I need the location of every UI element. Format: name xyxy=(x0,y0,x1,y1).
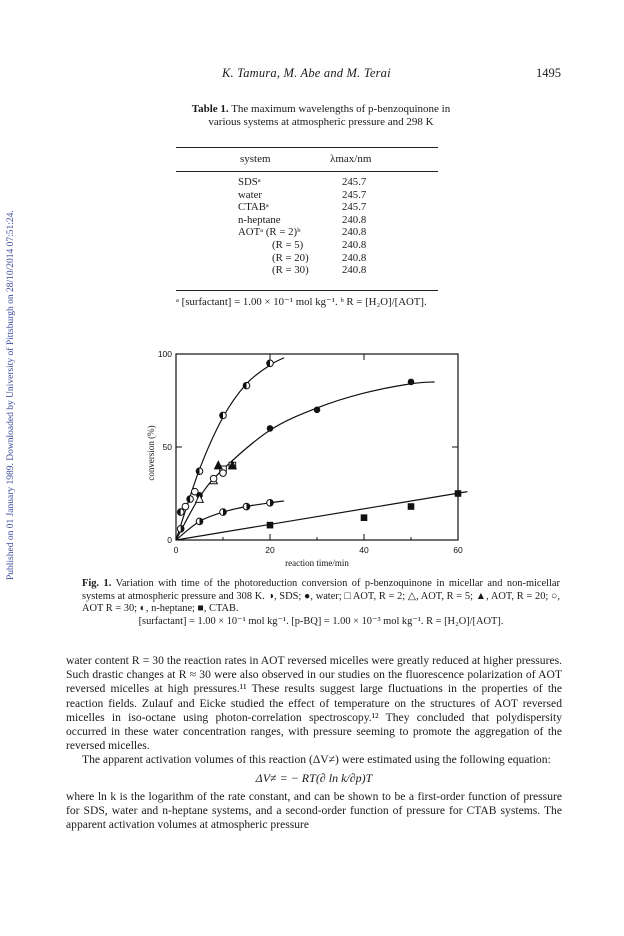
table-cell-lambda: 240.8 xyxy=(342,239,367,251)
x-axis-label: reaction time/min xyxy=(285,558,349,568)
table-cell-system: (R = 30) xyxy=(272,264,309,277)
data-point-aot-r30 xyxy=(220,470,227,477)
series-curve xyxy=(176,501,284,540)
body-paragraph-2: The apparent activation volumes of this reaction (ΔV≠) were estimated using the following equation: xyxy=(82,753,551,767)
table-cell-lambda: 245.7 xyxy=(342,201,367,214)
table-row xyxy=(238,252,388,264)
activation-volume-equation: ΔV≠ = − RT(∂ ln k/∂p)T xyxy=(255,770,373,785)
y-tick-label: 0 xyxy=(167,535,172,545)
y-axis-label: conversion (%) xyxy=(146,425,156,481)
table-header-system: system xyxy=(240,153,271,165)
data-point-aot-r30 xyxy=(182,503,189,510)
data-point-ctab xyxy=(408,503,415,510)
data-point-water xyxy=(314,407,321,414)
table-cell-system: water xyxy=(238,188,262,201)
table-cell-lambda: 240.8 xyxy=(342,251,367,264)
table-row xyxy=(238,176,388,188)
table-header-rule xyxy=(176,171,438,172)
data-point-water xyxy=(267,425,274,432)
table-top-rule xyxy=(176,147,438,148)
figure-caption-text: Variation with time of the photoreduction conversion of p-benzoquinone in micellar and non-micellar systems at atmospheric pressure and 308 K. ◑, SDS; ●, water; □ AOT, R = 2; △, AOT, R = 5; ▲, AOT, R = 20; ○, AOT R = 30; ◐, n-heptane; ■, CTAB. xyxy=(82,578,560,614)
table-cell-lambda: 245.7 xyxy=(342,176,367,188)
table-row xyxy=(238,264,388,276)
table-footnote: ᵃ [surfactant] = 1.00 × 10⁻¹ mol kg⁻¹. ᵇ R = [H₂O]/[AOT]. xyxy=(176,296,427,308)
table-cell-system: AOTᵃ (R = 2)ᵇ xyxy=(238,226,301,239)
table-header-lambda: λmax/nm xyxy=(330,153,372,165)
figure-caption xyxy=(82,578,560,628)
data-point-aot-r30 xyxy=(210,475,217,482)
body-text xyxy=(66,654,562,832)
table-caption xyxy=(190,103,452,129)
data-point-ctab xyxy=(267,522,274,529)
figure-label: Fig. 1. xyxy=(82,578,112,589)
data-point-aot-r30 xyxy=(192,488,199,495)
series-curve xyxy=(176,382,435,540)
table-cell-lambda: 245.7 xyxy=(342,188,367,201)
table-row xyxy=(238,201,388,213)
table-cell-system: (R = 20) xyxy=(272,251,309,264)
table-bottom-rule xyxy=(176,290,438,291)
table-row xyxy=(238,239,388,251)
table-label: Table 1. xyxy=(191,103,229,115)
page-number: 1495 xyxy=(536,66,561,80)
table-row xyxy=(238,214,388,226)
table-cell-lambda: 240.8 xyxy=(342,213,367,226)
data-point-ctab xyxy=(361,514,368,521)
table-cell-lambda: 240.8 xyxy=(342,226,367,239)
table-cell-system: SDSᵃ xyxy=(238,176,261,188)
table-row xyxy=(238,189,388,201)
body-paragraph-3: where ln k is the logarithm of the rate constant, and can be shown to be a first-order function of pressure for SDS, water and n-heptane systems, and a second-order function of pressure for CTAB systems. The apparent activation volumes at atmospheric pressure xyxy=(66,789,562,832)
data-point-ctab xyxy=(455,490,462,497)
series-curve xyxy=(176,358,284,540)
data-point-aot-r20 xyxy=(215,461,223,469)
y-tick-label: 50 xyxy=(162,442,172,452)
x-tick-label: 20 xyxy=(265,545,275,555)
body-paragraph-1: water content R = 30 the reaction rates in AOT reversed micelles were greatly reduced at higher pressures. Such drastic changes at R ≈ 30 were also observed in our studies on the fluorescence polarization of AOT reversed micelles at high pressures.¹¹ These results suggest large fluctuations in the properties of the reaction fields. Zulauf and Eicke studied the effect of temperature on the structures of AOT reversed micelles in iso-octane using photon-correlation spectroscopy.¹² They concluded that polydispersity occurred in these water concentration ranges, with pressure seeming to promote the aggregation of the reversed micelles. xyxy=(66,654,562,753)
table-cell-system: (R = 5) xyxy=(272,239,304,251)
x-tick-label: 60 xyxy=(453,545,463,555)
x-tick-label: 0 xyxy=(173,545,179,555)
plot-frame xyxy=(176,354,458,540)
running-head-authors: K. Tamura, M. Abe and M. Terai xyxy=(222,66,391,80)
table-cell-lambda: 240.8 xyxy=(342,264,367,277)
table-caption-text: The maximum wavelengths of p-benzoquinone in various systems at atmospheric pressure and 298 K xyxy=(208,103,451,128)
y-tick-label: 100 xyxy=(157,349,172,359)
data-point-water xyxy=(408,379,415,386)
download-note: Published on 01 January 1989. Downloaded by University of Pittsburgh on 28/10/2014 07:51:24. xyxy=(6,210,16,580)
table-cell-system: CTABᵃ xyxy=(238,201,269,214)
table-cell-system: n-heptane xyxy=(238,213,281,226)
table-row xyxy=(238,226,388,238)
series-curve xyxy=(176,492,467,540)
figure-caption-conditions: [surfactant] = 1.00 × 10⁻¹ mol kg⁻¹. [p-BQ] = 1.00 × 10⁻³ mol kg⁻¹. R = [H₂O]/[AOT]. xyxy=(138,615,504,627)
conversion-chart xyxy=(140,340,480,572)
x-tick-label: 40 xyxy=(359,545,369,555)
